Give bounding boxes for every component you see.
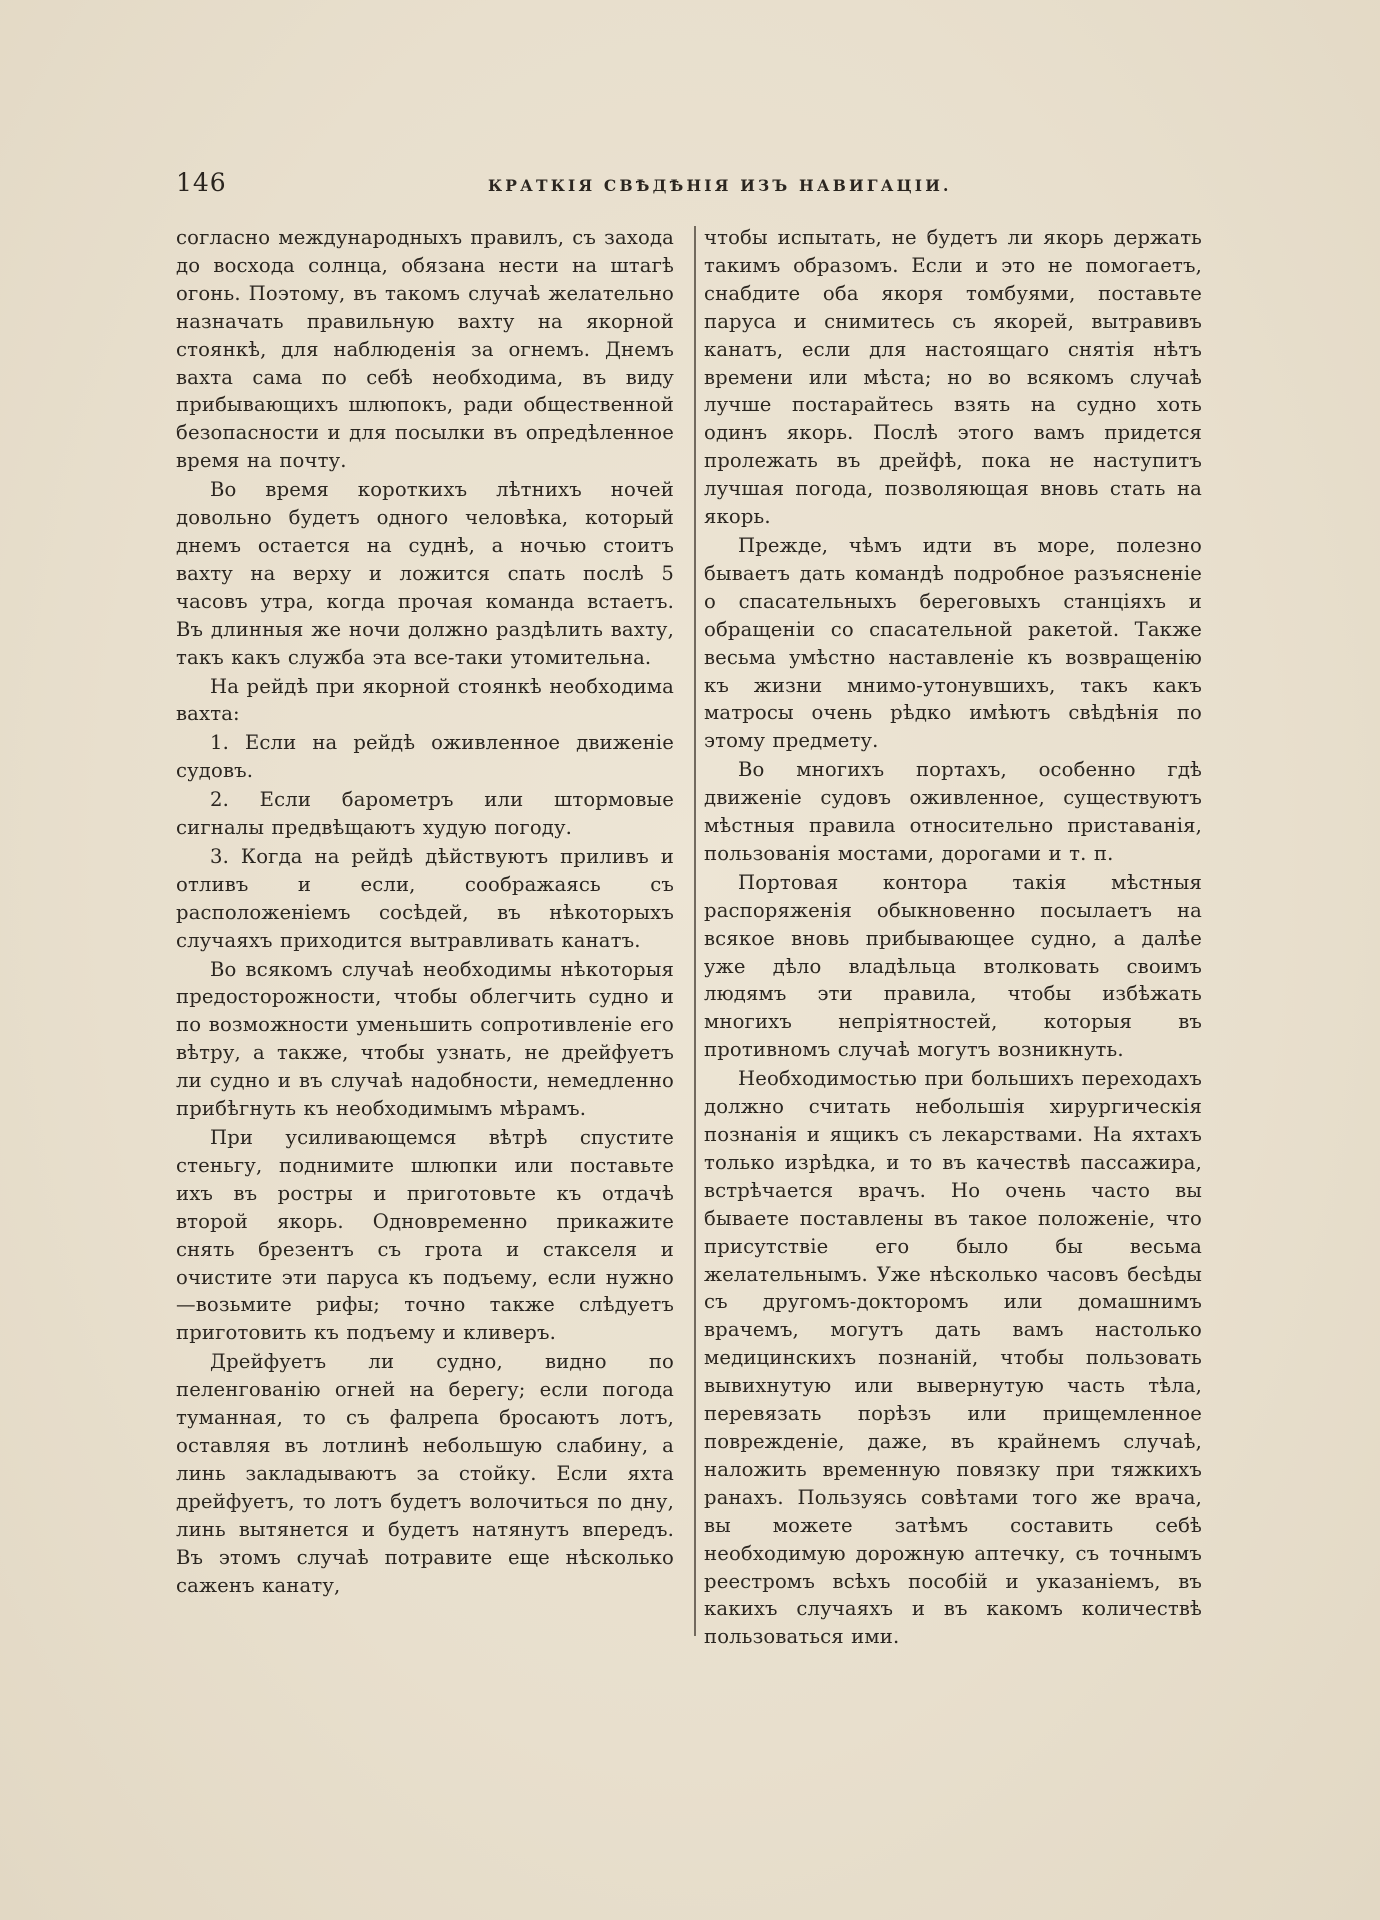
left-column: [176, 224, 674, 1599]
column-divider: [694, 226, 696, 1636]
paragraph: Во многихъ портахъ, особенно гдѣ движеніе судовъ оживленное, существуютъ мѣстныя правила относительно приставанія, пользованія мостами, дорогами и т. п.: [704, 758, 1202, 865]
paragraph: При усиливающемся вѣтрѣ спустите стеньгу, поднимите шлюпки или поставьте ихъ въ ростры и приготовьте къ отдачѣ второй якорь. Одновременно прикажите снять брезентъ съ грота и стакселя и очистите эти паруса къ подъему, если нужно—возьмите рифы; точно также слѣдуетъ приготовить къ подъему и кливеръ.: [176, 1126, 674, 1345]
list-item: 2. Если барометръ или штормовые сигналы предвѣщаютъ худую погоду.: [176, 788, 674, 840]
paragraph: согласно международныхъ правилъ, съ захода до восхода солнца, обязана нести на штагѣ огонь. Поэтому, въ такомъ случаѣ желательно назначать правильную вахту на якорной стоянкѣ, для наблюденія за огнемъ. Днемъ вахта сама по себѣ необходима, въ виду прибывающихъ шлюпокъ, ради общественной безопасности и для посылки въ опредѣленное время на почту.: [176, 226, 674, 473]
list-item: 1. Если на рейдѣ оживленное движеніе судовъ.: [176, 731, 674, 783]
paragraph: На рейдѣ при якорной стоянкѣ необходима вахта:: [176, 674, 674, 726]
paragraph: Во время короткихъ лѣтнихъ ночей довольно будетъ одного человѣка, который днемъ остается на суднѣ, а ночью стоитъ вахту на верху и ложится спать послѣ 5 часовъ утра, когда прочая команда встаетъ. Въ длинныя же ночи должно раздѣлить вахту, такъ какъ служба эта все-таки утомительна.: [176, 478, 674, 669]
page-number: 146: [176, 168, 227, 197]
page-header: [176, 168, 1234, 208]
list-item: 3. Когда на рейдѣ дѣйствуютъ приливъ и отливъ и если, соображаясь съ расположеніемъ сосѣдей, въ нѣкоторыхъ случаяхъ приходится вытравливать канатъ.: [176, 844, 674, 952]
paragraph: Необходимостью при большихъ переходахъ должно считать небольшія хирургическія познанія и ящикъ съ лекарствами. На яхтахъ только изрѣдка, и то въ качествѣ пассажира, встрѣчается врачъ. Но очень часто вы бываете поставлены въ такое положеніе, что присутствіе его было бы весьма желательнымъ. Уже нѣсколько часовъ бесѣды съ другомъ-докторомъ или домашнимъ врачемъ, могутъ дать вамъ настолько медицинскихъ познаній, чтобы пользовать вывихнутую или вывернутую часть тѣла, перевязать порѣзъ или прищемленное поврежденіе, даже, въ крайнемъ случаѣ, наложить временную повязку при тяжкихъ ранахъ. Пользуясь совѣтами того же врача, вы можете затѣмъ составить себѣ необходимую дорожную аптечку, съ точнымъ реестромъ всѣхъ пособій и указаніемъ, въ какихъ случаяхъ и въ какомъ количествѣ пользоваться ими.: [704, 1067, 1202, 1649]
paragraph: чтобы испытать, не будетъ ли якорь держать такимъ образомъ. Если и это не помогаетъ, снабдите оба якоря томбуями, поставьте паруса и снимитесь съ якорей, вытравивъ канатъ, если для настоящаго снятія нѣтъ времени или мѣста; но во всякомъ случаѣ лучше постарайтесь взять на судно хоть одинъ якорь. Послѣ этого вамъ придется пролежать въ дрейфѣ, пока не наступитъ лучшая погода, позволяющая вновь стать на якорь.: [704, 226, 1202, 529]
paragraph: Прежде, чѣмъ идти въ море, полезно бываетъ дать командѣ подробное разъясненіе о спасательныхъ береговыхъ станціяхъ и обращеніи со спасательной ракетой. Также весьма умѣстно наставленіе къ возвращенію къ жизни мнимо-утонувшихъ, такъ какъ матросы очень рѣдко имѣютъ свѣдѣнія по этому предмету.: [704, 533, 1202, 753]
paragraph: Дрейфуетъ ли судно, видно по пеленгованію огней на берегу; если погода туманная, то съ фалрепа бросаютъ лотъ, оставляя въ лотлинѣ небольшую слабину, а линь закладываютъ за стойку. Если яхта дрейфуетъ, то лотъ будетъ волочиться по дну, линь вытянется и будетъ натянутъ впередъ. Въ этомъ случаѣ потравите еще нѣсколько саженъ канату,: [176, 1350, 674, 1597]
paragraph: Во всякомъ случаѣ необходимы нѣкоторыя предосторожности, чтобы облегчить судно и по возможности уменьшить сопротивленіе его вѣтру, а также, чтобы узнать, не дрейфуетъ ли судно и въ случаѣ надобности, немедленно прибѣгнуть къ необходимымъ мѣрамъ.: [176, 957, 674, 1121]
paragraph: Портовая контора такія мѣстныя распоряженія обыкновенно посылаетъ на всякое вновь прибывающее судно, а далѣе уже дѣло владѣльца втолковать своимъ людямъ эти правила, чтобы избѣжать многихъ непріятностей, которыя въ противномъ случаѣ могутъ возникнуть.: [704, 870, 1202, 1062]
running-title: КРАТКІЯ СВѢДѢНІЯ ИЗЪ НАВИГАЦІИ.: [488, 176, 952, 195]
right-column: [704, 224, 1202, 1651]
